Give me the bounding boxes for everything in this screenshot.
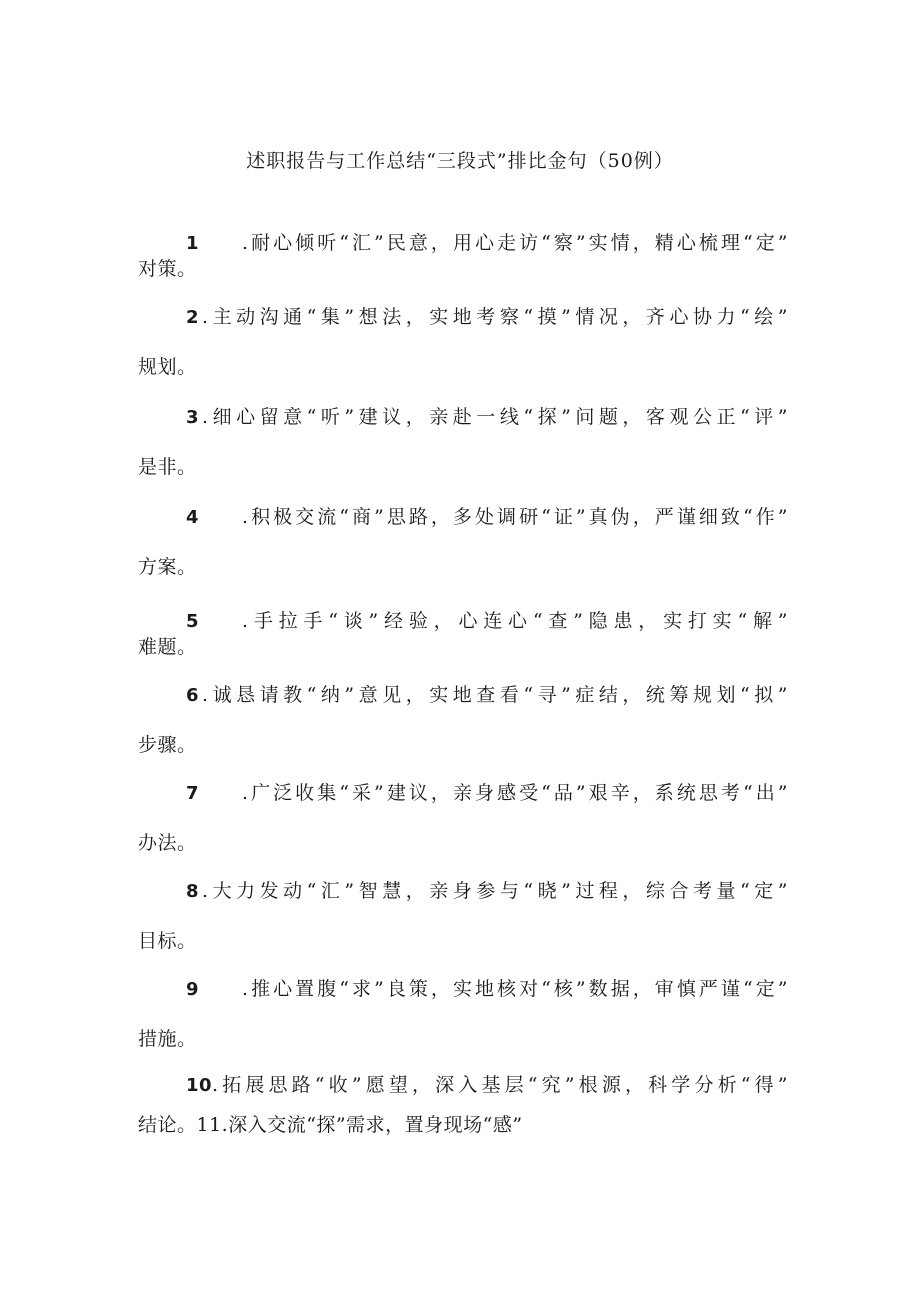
item-number: 6 <box>186 685 200 706</box>
item-line-2: 方案。 <box>138 556 197 578</box>
list-item <box>138 402 788 478</box>
list-item <box>138 974 788 1050</box>
item-line-2: 规划。 <box>138 356 197 378</box>
item-text: .诚恳请教“纳”意见，实地查看“寻”症结，统筹规划“拟” <box>202 684 788 706</box>
item-line-1 <box>138 228 788 254</box>
list-item <box>138 302 788 378</box>
list-item <box>138 228 788 280</box>
item-line-2: 结论。11.深入交流“探”需求，置身现场“感” <box>138 1114 523 1136</box>
item-line-2: 难题。 <box>138 636 197 658</box>
list-item <box>138 876 788 952</box>
item-number: 2 <box>186 307 200 328</box>
item-line-1 <box>138 302 788 328</box>
item-line-1 <box>138 778 788 804</box>
list-item <box>138 680 788 756</box>
list-item <box>138 1070 788 1136</box>
item-line-2: 步骤。 <box>138 734 197 756</box>
item-text: .主动沟通“集”想法，实地考察“摸”情况，齐心协力“绘” <box>202 306 788 328</box>
item-number: 4 <box>186 507 200 528</box>
item-line-2: 对策。 <box>138 258 197 280</box>
list-item <box>138 778 788 854</box>
item-number: 3 <box>186 407 200 428</box>
item-line-1 <box>138 1070 788 1096</box>
item-number: 5 <box>186 611 200 632</box>
item-line-2: 办法。 <box>138 832 197 854</box>
item-number: 8 <box>186 881 200 902</box>
item-line-1 <box>138 402 788 428</box>
item-line-1 <box>138 974 788 1000</box>
item-text: .细心留意“听”建议，亲赴一线“探”问题，客观公正“评” <box>202 406 788 428</box>
item-text: .广泛收集“采”建议，亲身感受“品”艰辛，系统思考“出” <box>242 782 788 804</box>
list-item <box>138 606 788 658</box>
item-line-2: 是非。 <box>138 456 197 478</box>
item-number: 7 <box>186 783 200 804</box>
item-line-1 <box>138 502 788 528</box>
item-text: .推心置腹“求”良策，实地核对“核”数据，审慎严谨“定” <box>242 978 788 1000</box>
item-text: .大力发动“汇”智慧，亲身参与“晓”过程，综合考量“定” <box>202 880 788 902</box>
item-line-1 <box>138 876 788 902</box>
page-title: 述职报告与工作总结“三段式”排比金句（50例） <box>246 150 674 172</box>
item-line-1 <box>138 680 788 706</box>
item-text: .耐心倾听“汇”民意，用心走访“察”实情，精心梳理“定” <box>242 232 788 254</box>
item-text: .手拉手“谈”经验，心连心“查”隐患，实打实“解” <box>242 610 788 632</box>
item-number: 9 <box>186 979 200 1000</box>
item-number: 1 <box>186 233 200 254</box>
item-line-2: 措施。 <box>138 1028 197 1050</box>
item-line-1 <box>138 606 788 632</box>
item-line-2: 目标。 <box>138 930 197 952</box>
item-text: .拓展思路“收”愿望，深入基层“究”根源，科学分析“得” <box>212 1074 788 1096</box>
list-item <box>138 502 788 578</box>
item-text: .积极交流“商”思路，多处调研“证”真伪，严谨细致“作” <box>242 506 788 528</box>
item-number: 10 <box>186 1075 213 1096</box>
